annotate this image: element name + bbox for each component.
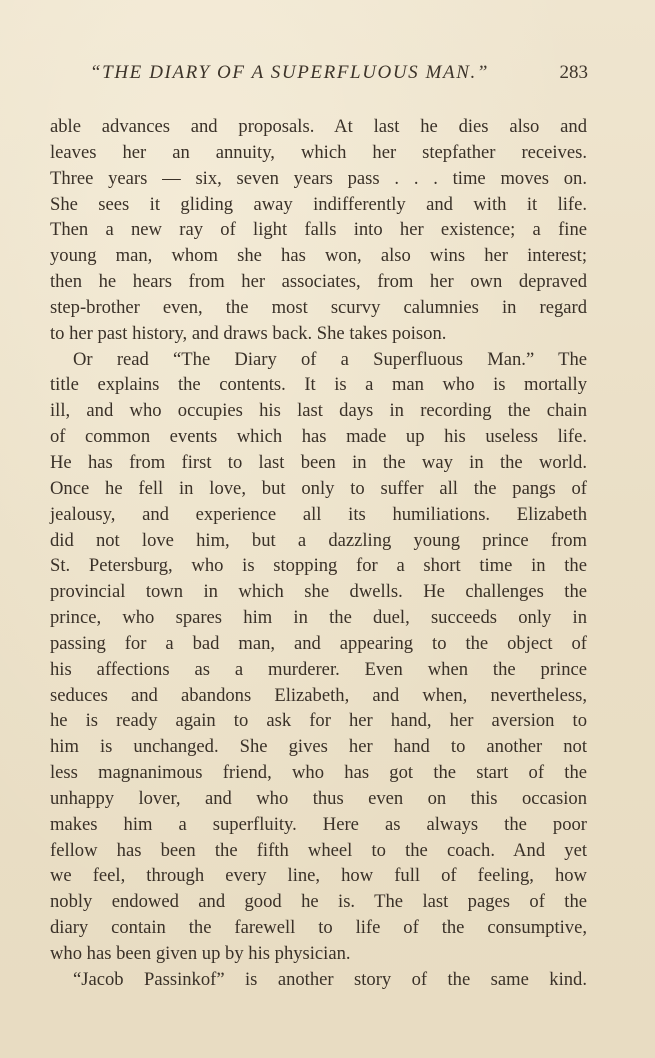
text-line: him is unchanged. She gives her hand to another not <box>50 736 587 758</box>
text-line: his affections as a murderer. Even when the prince <box>50 658 587 680</box>
text-line: less magnanimous friend, who has got the start of the <box>50 762 587 784</box>
text-line: Then a new ray of light falls into her existence; a fine <box>50 219 587 241</box>
text-line: young man, whom she has won, also wins her interest; <box>50 245 587 267</box>
text-line: who has been given up by his physician. <box>50 943 351 964</box>
text-line: provincial town in which she dwells. He challenges the <box>50 581 587 603</box>
text-line: of common events which has made up his useless life. <box>50 426 587 448</box>
text-line: nobly endowed and good he is. The last pages of the <box>50 891 587 913</box>
text-line: prince, who spares him in the duel, succeeds only in <box>50 607 587 629</box>
text-line: St. Petersburg, who is stopping for a short time in the <box>50 555 587 577</box>
text-line: step-brother even, the most scurvy calumnies in regard <box>50 296 587 318</box>
text-line: unhappy lover, and who thus even on this occasion <box>50 787 587 809</box>
text-line: jealousy, and experience all its humiliations. Elizabeth <box>50 503 587 525</box>
text-line: He has from first to last been in the way in the world. <box>50 451 587 473</box>
text-line: fellow has been the fifth wheel to the coach. And yet <box>50 839 587 861</box>
text-line: leaves her an annuity, which her stepfather receives. <box>50 141 587 163</box>
text-line: title explains the contents. It is a man who is mortally <box>50 374 587 396</box>
text-line: then he hears from her associates, from her own depraved <box>50 271 587 293</box>
paragraph-start-line: Or read “The Diary of a Superfluous Man.” The <box>73 348 587 370</box>
page-number: 283 <box>559 62 588 83</box>
text-line: ill, and who occupies his last days in recording the chain <box>50 400 587 422</box>
text-line: seduces and abandons Elizabeth, and when, nevertheless, <box>50 684 587 706</box>
running-head <box>50 62 588 92</box>
text-line: She sees it gliding away indifferently and with it life. <box>50 193 587 215</box>
paragraph-start-line: “Jacob Passinkof” is another story of the same kind. <box>73 968 587 990</box>
running-title: “THE DIARY OF A SUPERFLUOUS MAN.” <box>90 62 490 83</box>
text-line: he is ready again to ask for her hand, her aversion to <box>50 710 587 732</box>
text-line: to her past history, and draws back. She takes poison. <box>50 322 447 344</box>
text-line: passing for a bad man, and appearing to the object of <box>50 632 587 654</box>
text-line: Three years — six, seven years pass . . . time moves on. <box>50 167 587 189</box>
text-line: we feel, through every line, how full of feeling, how <box>50 865 587 887</box>
text-line: diary contain the farewell to life of the consumptive, <box>50 917 587 939</box>
text-line: makes him a superfluity. Here as always the poor <box>50 813 587 835</box>
body-text <box>50 114 587 993</box>
text-line: Once he fell in love, but only to suffer all the pangs of <box>50 477 587 499</box>
text-line: able advances and proposals. At last he dies also and <box>50 116 587 137</box>
text-line: did not love him, but a dazzling young prince from <box>50 529 587 551</box>
